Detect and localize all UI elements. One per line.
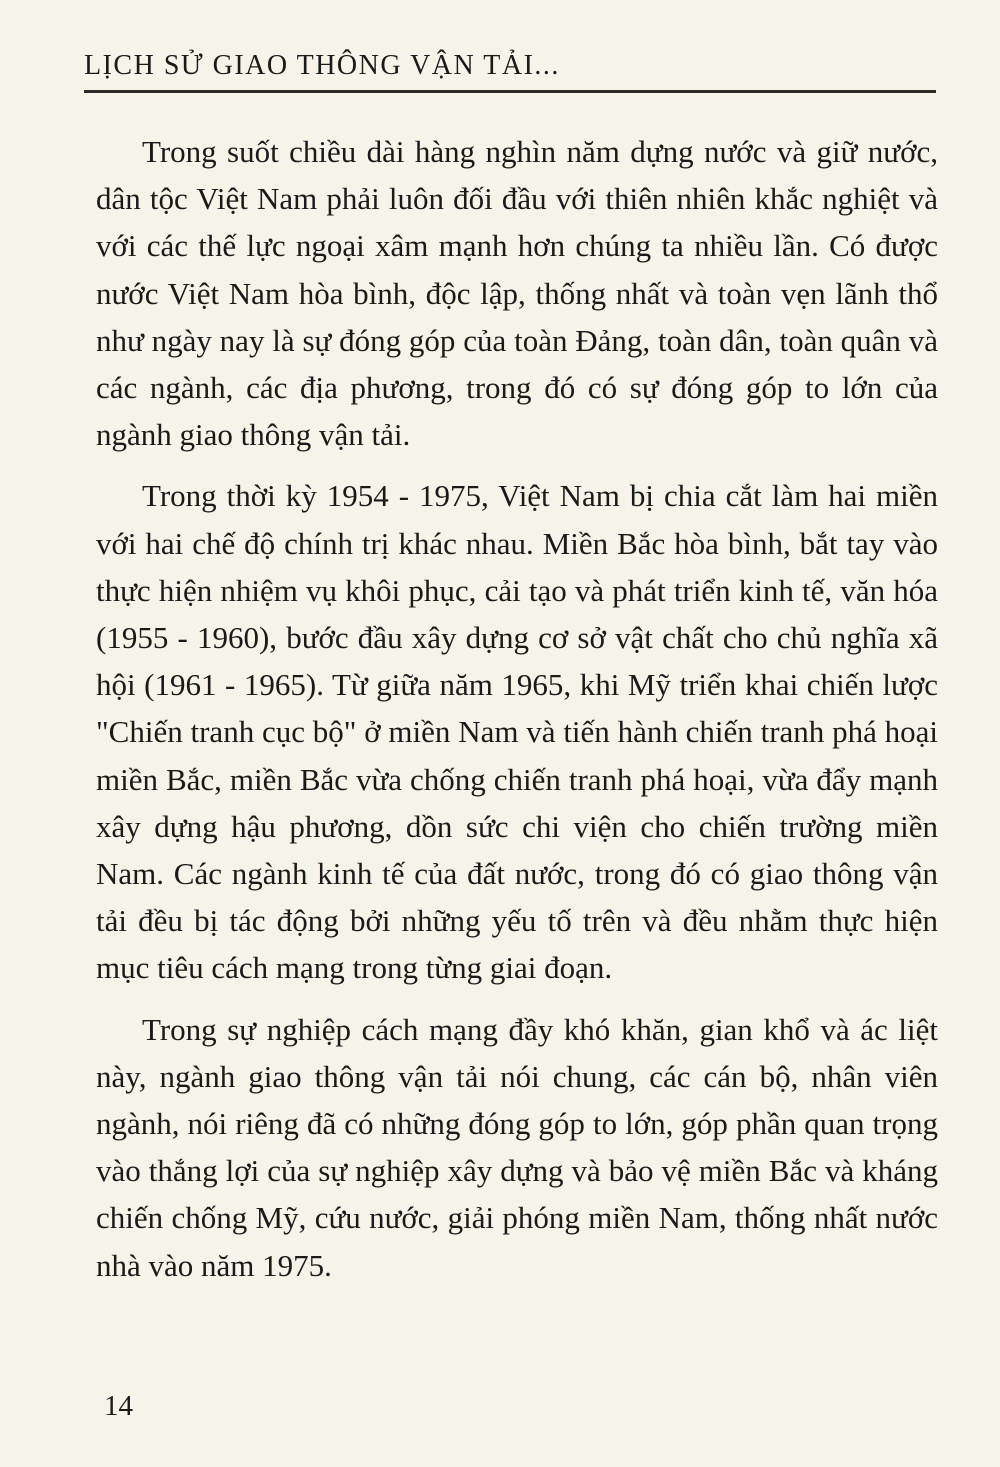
paragraph-3: Trong sự nghiệp cách mạng đầy khó khăn, gian khổ và ác liệt này, ngành giao thông vận tải nói chung, các cán bộ, nhân viên ngành, nói riêng đã có những đóng góp to lớn, góp phần quan trọng vào thắng lợi của sự nghiệp xây dựng và bảo vệ miền Bắc và kháng chiến chống Mỹ, cứu nước, giải phóng miền Nam, thống nhất nước nhà vào năm 1975. — [96, 1011, 938, 1283]
running-header — [84, 48, 936, 93]
body-text — [96, 128, 938, 1303]
running-header-title: LỊCH SỬ GIAO THÔNG VẬN TẢI... — [84, 50, 560, 81]
paragraph-2: Trong thời kỳ 1954 - 1975, Việt Nam bị chia cắt làm hai miền với hai chế độ chính trị khác nhau. Miền Bắc hòa bình, bắt tay vào thực hiện nhiệm vụ khôi phục, cải tạo và phát triển kinh tế, văn hóa (1955 - 1960), bước đầu xây dựng cơ sở vật chất cho chủ nghĩa xã hội (1961 - 1965). Từ giữa năm 1965, khi Mỹ triển khai chiến lược "Chiến tranh cục bộ" ở miền Nam và tiến hành chiến tranh phá hoại miền Bắc, miền Bắc vừa chống chiến tranh phá hoại, vừa đẩy mạnh xây dựng hậu phương, dồn sức chi viện cho chiến trường miền Nam. Các ngành kinh tế của đất nước, trong đó có giao thông vận tải đều bị tác động bởi những yếu tố trên và đều nhằm thực hiện mục tiêu cách mạng trong từng giai đoạn. — [96, 478, 938, 986]
page-number: 14 — [104, 1390, 133, 1422]
paragraph-1: Trong suốt chiều dài hàng nghìn năm dựng nước và giữ nước, dân tộc Việt Nam phải luôn đối đầu với thiên nhiên khắc nghiệt và với các thế lực ngoại xâm mạnh hơn chúng ta nhiều lần. Có được nước Việt Nam hòa bình, độc lập, thống nhất và toàn vẹn lãnh thổ như ngày nay là sự đóng góp của toàn Đảng, toàn dân, toàn quân và các ngành, các địa phương, trong đó có sự đóng góp to lớn của ngành giao thông vận tải. — [96, 134, 938, 453]
